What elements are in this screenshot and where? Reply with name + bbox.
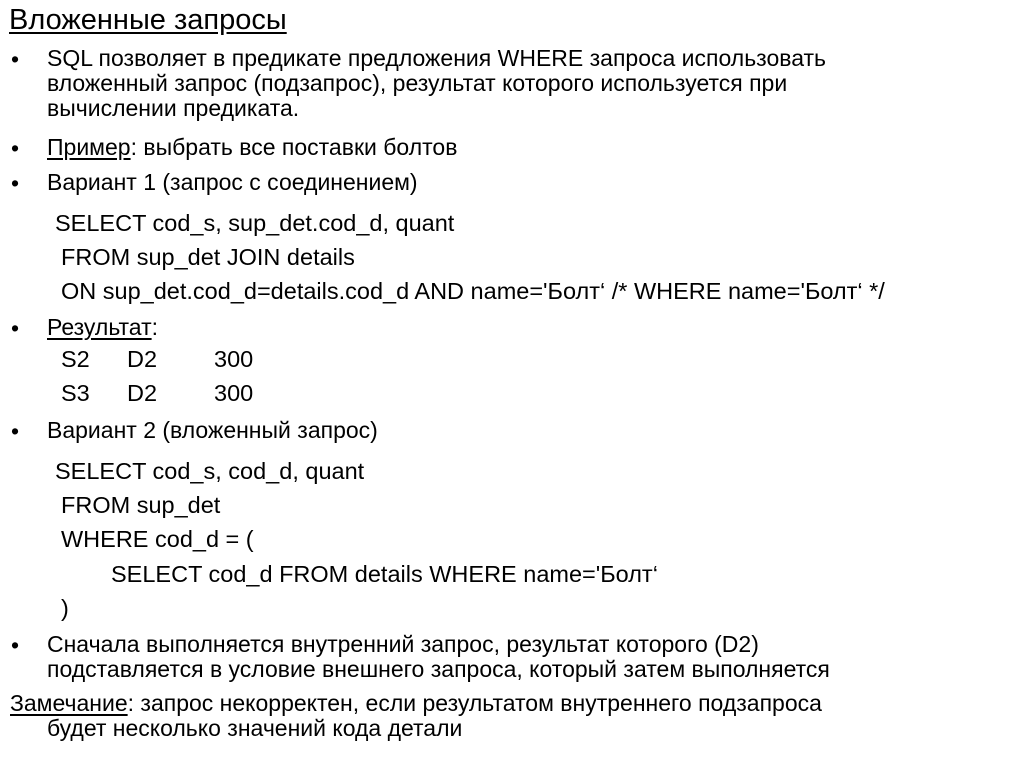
bullet-6-marker: • [11,632,20,658]
result-row-1-col-1: S2 [61,346,90,372]
note-label: Замечание [10,690,128,716]
bullet-6-line-1: Сначала выполняется внутренний запрос, результат которого (D2) [47,631,759,657]
result-row-1-col-3: 300 [214,346,254,372]
result-label: Результат [47,314,152,340]
example-text: : выбрать все поставки болтов [130,134,458,160]
bullet-2-marker: • [11,135,20,161]
result-row-2-col-2: D2 [127,380,158,406]
code2-line-2: FROM sup_det [61,492,221,518]
note-line-2: будет несколько значений кода детали [47,715,463,741]
bullet-1-text [47,47,826,122]
bullet-1-line-1: SQL позволяет в предикате предложения WHERE запроса использовать [47,45,827,71]
bullet-6-text [47,633,830,683]
code1-line-2: FROM sup_det JOIN details [61,244,355,270]
note-text: : запрос некорректен, если результатом внутреннего подзапроса [127,690,822,716]
example-label: Пример [47,134,131,160]
result-row-2-col-3: 300 [214,380,254,406]
result-row-2-col-1: S3 [61,380,90,406]
code2-line-1: SELECT cod_s, cod_d, quant [55,458,365,484]
code2-line-4: SELECT cod_d FROM details WHERE name='Болт‘ [111,561,658,587]
code2-line-5: ) [61,595,69,621]
bullet-3-marker: • [11,170,20,196]
code1-line-3: ON sup_det.cod_d=details.cod_d AND name='Болт‘ /* WHERE name='Болт‘ */ [61,278,885,304]
result-colon: : [151,314,158,340]
bullet-3-text: Вариант 1 (запрос с соединением) [47,169,418,195]
bullet-4-marker: • [11,315,20,341]
bullet-5-text: Вариант 2 (вложенный запрос) [47,417,378,443]
result-row-1-col-2: D2 [127,346,158,372]
note-line-1 [10,692,822,715]
bullet-2-text [47,136,457,159]
bullet-5-marker: • [11,418,20,444]
bullet-1-marker: • [11,46,20,72]
bullet-1-line-3: вычислении предиката. [47,95,300,121]
code1-line-1: SELECT cod_s, sup_det.cod_d, quant [55,210,455,236]
slide-title: Вложенные запросы [9,4,287,36]
code2-line-3: WHERE cod_d = ( [61,526,254,552]
bullet-6-line-2: подставляется в условие внешнего запроса, который затем выполняется [47,656,830,682]
bullet-1-line-2: вложенный запрос (подзапрос), результат которого используется при [47,70,788,96]
bullet-4-text [47,316,158,339]
